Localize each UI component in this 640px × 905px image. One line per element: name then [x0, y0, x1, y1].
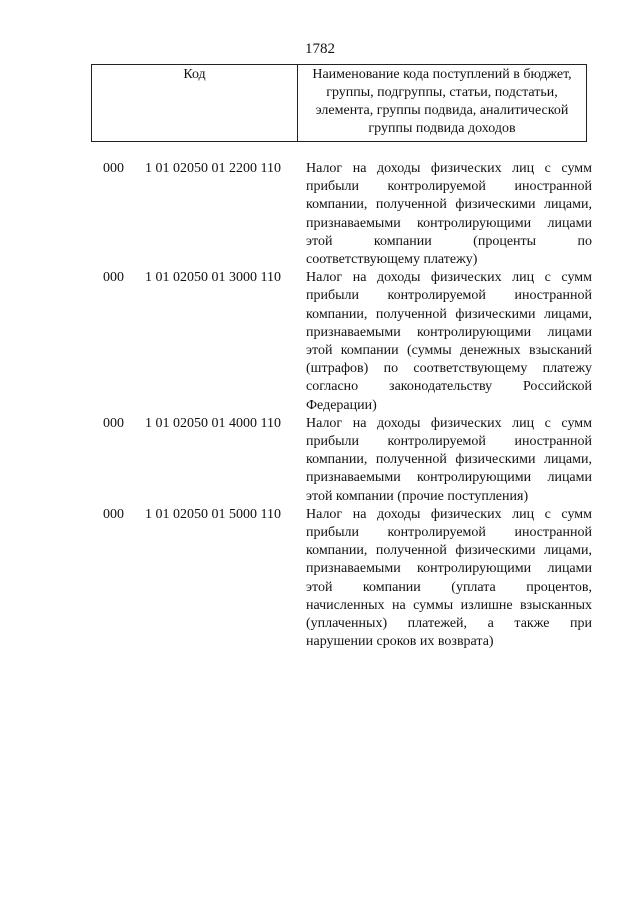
description-line: признаваемыми контролирующими лицами	[306, 470, 592, 486]
description-line: компании, полученной физическими лицами,	[306, 543, 592, 559]
description-line: прибыли контролируемой иностранной	[306, 288, 592, 304]
table-header	[91, 64, 587, 142]
description-line: (уплаченных) платежей, а также при	[306, 616, 592, 632]
header-name-line: группы подвида доходов	[368, 121, 516, 136]
description-line: (штрафов) по соответствующему платежу	[306, 361, 592, 377]
description-line: начисленных на суммы излишне взысканных	[306, 597, 592, 613]
description-line: прибыли контролируемой иностранной	[306, 525, 592, 541]
table-body	[0, 160, 640, 651]
header-name-line: элемента, группы подвида, аналитической	[315, 103, 569, 118]
description-line: признаваемыми контролирующими лицами	[306, 561, 592, 577]
header-name-line: Наименование кода поступлений в бюджет,	[312, 67, 572, 82]
revenue-description	[306, 506, 592, 652]
description-line: этой компании (проценты по	[306, 233, 592, 249]
revenue-code: 1 01 02050 01 4000 110	[145, 415, 281, 431]
header-name-line: группы, подгруппы, статьи, подстатьи,	[326, 85, 558, 100]
header-name-cell	[298, 65, 586, 141]
admin-code: 000	[103, 270, 124, 286]
description-line: прибыли контролируемой иностранной	[306, 179, 592, 195]
description-line: Федерации)	[306, 397, 377, 413]
revenue-description	[306, 269, 592, 415]
description-line: Налог на доходы физических лиц с сумм	[306, 161, 592, 176]
description-line: признаваемыми контролирующими лицами	[306, 215, 592, 231]
description-line: этой компании (уплата процентов,	[306, 579, 592, 595]
description-line: компании, полученной физическими лицами,	[306, 452, 592, 468]
admin-code: 000	[103, 161, 124, 176]
description-line: Налог на доходы физических лиц с сумм	[306, 415, 592, 431]
description-line: соответствующему платежу)	[306, 252, 478, 268]
description-line: Налог на доходы физических лиц с сумм	[306, 506, 592, 522]
description-line: признаваемыми контролирующими лицами	[306, 324, 592, 340]
description-line: Налог на доходы физических лиц с сумм	[306, 270, 592, 286]
description-line: прибыли контролируемой иностранной	[306, 434, 592, 450]
description-line: согласно законодательству Российской	[306, 379, 592, 395]
description-line: этой компании (суммы денежных взысканий	[306, 343, 592, 359]
revenue-code: 1 01 02050 01 3000 110	[145, 270, 281, 286]
description-line: компании, полученной физическими лицами,	[306, 306, 592, 322]
description-line: компании, полученной физическими лицами,	[306, 197, 592, 213]
table-row	[0, 506, 640, 652]
description-line: нарушении сроков их возврата)	[306, 634, 494, 650]
revenue-description	[306, 415, 592, 506]
page-number: 1782	[305, 41, 335, 57]
revenue-code: 1 01 02050 01 2200 110	[145, 161, 281, 176]
revenue-description	[306, 160, 592, 269]
table-row	[0, 160, 640, 269]
admin-code: 000	[103, 506, 124, 522]
description-line: этой компании (прочие поступления)	[306, 488, 529, 504]
table-row	[0, 415, 640, 506]
header-code-cell: Код	[92, 65, 298, 141]
table-row	[0, 269, 640, 415]
revenue-code: 1 01 02050 01 5000 110	[145, 506, 281, 522]
admin-code: 000	[103, 415, 124, 431]
